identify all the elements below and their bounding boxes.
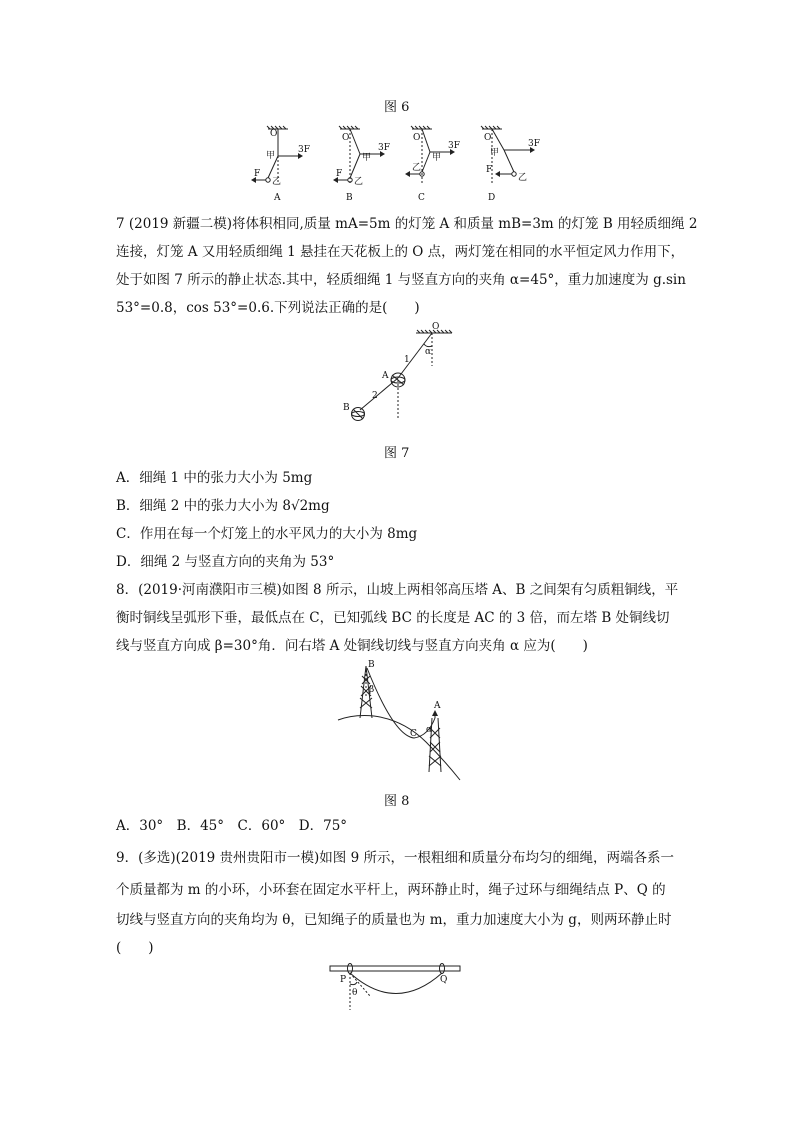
fig6-A-yi: 乙	[272, 177, 282, 187]
fig6-A-3F: 3F	[298, 145, 310, 155]
fig6-A-jia: 甲	[266, 151, 276, 161]
fig7-O: O	[432, 322, 440, 332]
fig6-B-F: F	[336, 169, 343, 179]
q7-line-2: 连接，灯笼 A 又用轻质细绳 1 悬挂在天花板上的 O 点，两灯笼在相同的水平恒定风力作用下，	[116, 244, 685, 260]
fig7-rope1: 1	[404, 355, 410, 365]
fig8-C: C	[410, 729, 417, 739]
fig6-A-F: F	[254, 169, 261, 179]
fig6-D-3F: 3F	[528, 139, 540, 149]
q7-line-1: 7 (2019 新疆二模)将体积相同,质量 mA=5m 的灯笼 A 和质量 mB=3m 的灯笼 B 用轻质细绳 2	[116, 216, 698, 232]
fig7-A: A	[382, 371, 389, 381]
fig6-sub-A: A	[274, 193, 281, 203]
q7-option-c: C．作用在每一个灯笼上的水平风力的大小为 8mg	[116, 526, 418, 542]
q8-options: A．30° B．45° C．60° D．75°	[116, 818, 348, 834]
fig6-D-O: O	[484, 133, 492, 143]
fig8-B: B	[368, 660, 375, 670]
fig6-B-yi: 乙	[354, 177, 364, 187]
q9-line-2: 个质量都为 m 的小环，小环套在固定水平杆上，两环静止时，绳子过环与细绳结点 P、Q 的	[116, 882, 666, 898]
q7-option-a: A．细绳 1 中的张力大小为 5mg	[116, 470, 313, 486]
fig6-C-3F: 3F	[448, 141, 460, 151]
fig6-D-jia: 甲	[490, 148, 500, 158]
fig7-caption: 图 7	[384, 446, 410, 461]
fig8-beta: β	[369, 685, 375, 695]
fig6-C-jia: 甲	[432, 153, 442, 163]
q7-option-d: D．细绳 2 与竖直方向的夹角为 53°	[116, 554, 335, 570]
fig7-B: B	[343, 403, 350, 413]
fig9-P: P	[340, 975, 347, 985]
fig7-alpha: α	[425, 347, 432, 357]
fig6-D-F: F	[486, 165, 493, 175]
fig8-alpha: α	[426, 725, 433, 735]
fig6-B-jia: 甲	[362, 153, 372, 163]
fig8-diagram	[334, 656, 464, 782]
q9-line-4: ( )	[116, 940, 154, 956]
q8-line-3: 线与竖直方向成 β=30°角．问右塔 A 处铜线切线与竖直方向夹角 α 应为( )	[116, 638, 588, 654]
fig6-C-yi: 乙	[412, 163, 422, 173]
fig6-B-O: O	[342, 133, 350, 143]
fig6-caption: 图 6	[384, 100, 410, 115]
fig9-diagram	[328, 962, 462, 1014]
fig6-diagram	[250, 122, 550, 204]
fig6-B-3F: 3F	[378, 143, 390, 153]
q8-line-2: 衡时铜线呈弧形下垂，最低点在 C，已知弧线 BC 的长度是 AC 的 3 倍，而左塔 B 处铜线切	[116, 610, 670, 626]
fig6-sub-C: C	[418, 193, 425, 203]
fig6-C-O: O	[413, 133, 421, 143]
q8-line-1: 8．(2019·河南濮阳市三模)如图 8 所示，山坡上两相邻高压塔 A、B 之间架有匀质粗铜线，平	[116, 582, 679, 598]
fig6-sub-B: B	[346, 193, 353, 203]
q7-line-3: 处于如图 7 所示的静止状态.其中，轻质细绳 1 与竖直方向的夹角 α=45°，重力加速度为 g.sin	[116, 272, 686, 288]
fig6-D-yi: 乙	[518, 173, 528, 183]
q9-line-1: 9．(多选)(2019 贵州贵阳市一模)如图 9 所示，一根粗细和质量分布均匀的细绳，两端各系一	[116, 850, 674, 866]
fig7-rope2: 2	[372, 391, 378, 401]
fig8-caption: 图 8	[384, 794, 410, 809]
fig6-A-O: O	[270, 129, 278, 139]
q7-option-b: B．细绳 2 中的张力大小为 8√2mg	[116, 498, 330, 514]
fig7-diagram	[336, 318, 462, 432]
fig6-sub-D: D	[488, 193, 496, 203]
fig9-theta: θ	[352, 988, 358, 998]
fig8-A: A	[434, 701, 441, 711]
q7-line-4: 53°=0.8，cos 53°=0.6.下列说法正确的是( )	[116, 300, 420, 316]
q9-line-3: 切线与竖直方向的夹角均为 θ，已知绳子的质量也为 m，重力加速度大小为 g，则两环静止时	[116, 912, 672, 928]
fig9-Q: Q	[440, 975, 448, 985]
